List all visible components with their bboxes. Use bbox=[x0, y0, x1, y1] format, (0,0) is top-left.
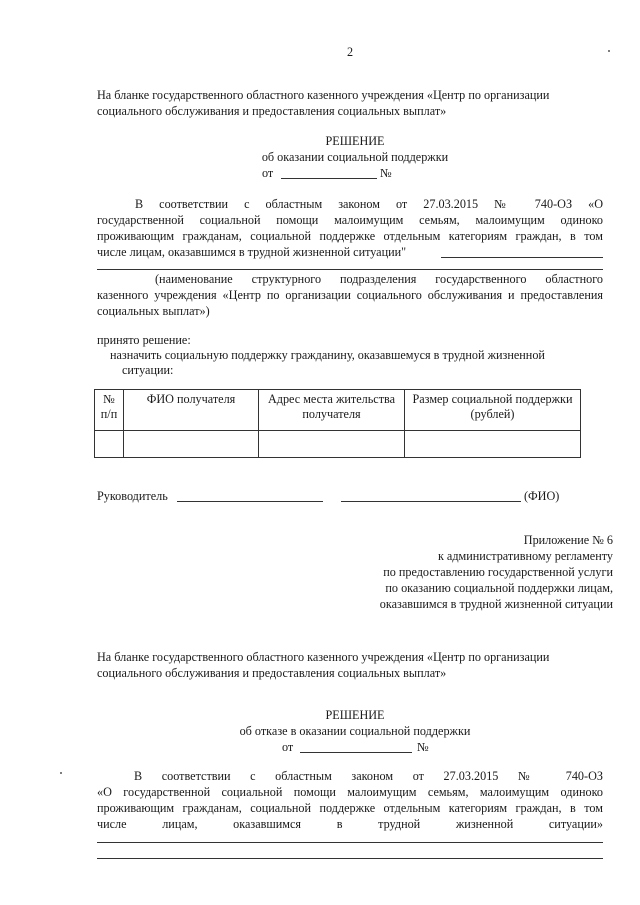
date-blank bbox=[281, 178, 377, 179]
body-line-2: «О государственной социальной помощи малоимущим семьям, малоимущим одиноко bbox=[97, 785, 603, 799]
table-cell bbox=[259, 431, 405, 458]
table-cell bbox=[124, 431, 259, 458]
table-header-row bbox=[95, 390, 581, 431]
appendix-line-4: по оказанию социальной поддержки лицам, bbox=[385, 581, 613, 595]
decision-text-line-2: ситуации: bbox=[122, 363, 174, 377]
document-subtitle: об отказе в оказании социальной поддержки bbox=[239, 724, 471, 738]
signature-suffix: (ФИО) bbox=[524, 489, 560, 503]
letterhead-line-1: На бланке государственного областного казенного учреждения «Центр по организации bbox=[97, 88, 550, 102]
table-header-address: Адрес места жительства получателя bbox=[259, 390, 405, 431]
page-number: 2 bbox=[346, 45, 354, 59]
body-line-3: проживающим гражданам, социальной поддержке отдельным категориям граждан, в том bbox=[97, 801, 603, 815]
table-header-number: № п/п bbox=[95, 390, 124, 431]
appendix-line-3: по предоставлению государственной услуги bbox=[383, 565, 613, 579]
body-line-4: числе лицам, оказавшимся в трудной жизненной ситуации» bbox=[97, 817, 603, 831]
signature-label: Руководитель bbox=[97, 489, 168, 503]
document-title: РЕШЕНИЕ bbox=[325, 134, 385, 148]
note-line-2: казенного учреждения «Центр по организации социального обслуживания и предоставления bbox=[97, 288, 603, 302]
decision-text-line-1: назначить социальную поддержку гражданину, оказавшемуся в трудной жизненной bbox=[110, 348, 545, 362]
scan-speck bbox=[608, 50, 610, 52]
date-blank bbox=[300, 752, 412, 753]
signature-blank bbox=[177, 501, 323, 502]
letterhead-line-1: На бланке государственного областного казенного учреждения «Центр по организации bbox=[97, 650, 550, 664]
structural-unit-blank bbox=[97, 858, 603, 859]
structural-unit-blank bbox=[97, 269, 603, 270]
letterhead-line-2: социального обслуживания и предоставления социальных выплат» bbox=[97, 104, 447, 118]
letterhead-line-2: социального обслуживания и предоставления социальных выплат» bbox=[97, 666, 447, 680]
note-line-1: (наименование структурного подразделения государственного областного bbox=[155, 272, 603, 286]
recipient-table bbox=[94, 389, 581, 458]
table-row bbox=[95, 431, 581, 458]
body-line-1: В соответствии с областным законом от 27.03.2015 № 740-ОЗ «О bbox=[135, 197, 603, 211]
date-prefix: от bbox=[282, 740, 294, 754]
document-subtitle: об оказании социальной поддержки bbox=[261, 150, 449, 164]
structural-unit-blank bbox=[97, 842, 603, 843]
appendix-line-5: оказавшимся в трудной жизненной ситуации bbox=[379, 597, 613, 611]
date-prefix: от bbox=[262, 166, 274, 180]
number-sign: № bbox=[417, 740, 429, 754]
decision-label: принято решение: bbox=[97, 333, 191, 347]
document-title: РЕШЕНИЕ bbox=[325, 708, 385, 722]
note-line-3: социальных выплат») bbox=[97, 304, 210, 318]
appendix-line-1: Приложение № 6 bbox=[523, 533, 613, 547]
body-line-1: В соответствии с областным законом от 27.03.2015 № 740-ОЗ bbox=[134, 769, 603, 783]
table-header-amount: Размер социальной поддержки (рублей) bbox=[405, 390, 581, 431]
name-blank bbox=[341, 501, 521, 502]
body-blank bbox=[441, 257, 603, 258]
body-line-2: государственной социальной помощи малоимущим семьям, малоимущим одиноко bbox=[97, 213, 603, 227]
body-line-4: числе лицам, оказавшимся в трудной жизненной ситуации" bbox=[97, 245, 407, 259]
appendix-line-2: к административному регламенту bbox=[437, 549, 613, 563]
scan-speck bbox=[60, 772, 62, 774]
table-header-name: ФИО получателя bbox=[124, 390, 259, 431]
body-line-3: проживающим гражданам, социальной поддержке отдельным категориям граждан, в том bbox=[97, 229, 603, 243]
table-cell bbox=[95, 431, 124, 458]
table-cell bbox=[405, 431, 581, 458]
number-sign: № bbox=[380, 166, 392, 180]
